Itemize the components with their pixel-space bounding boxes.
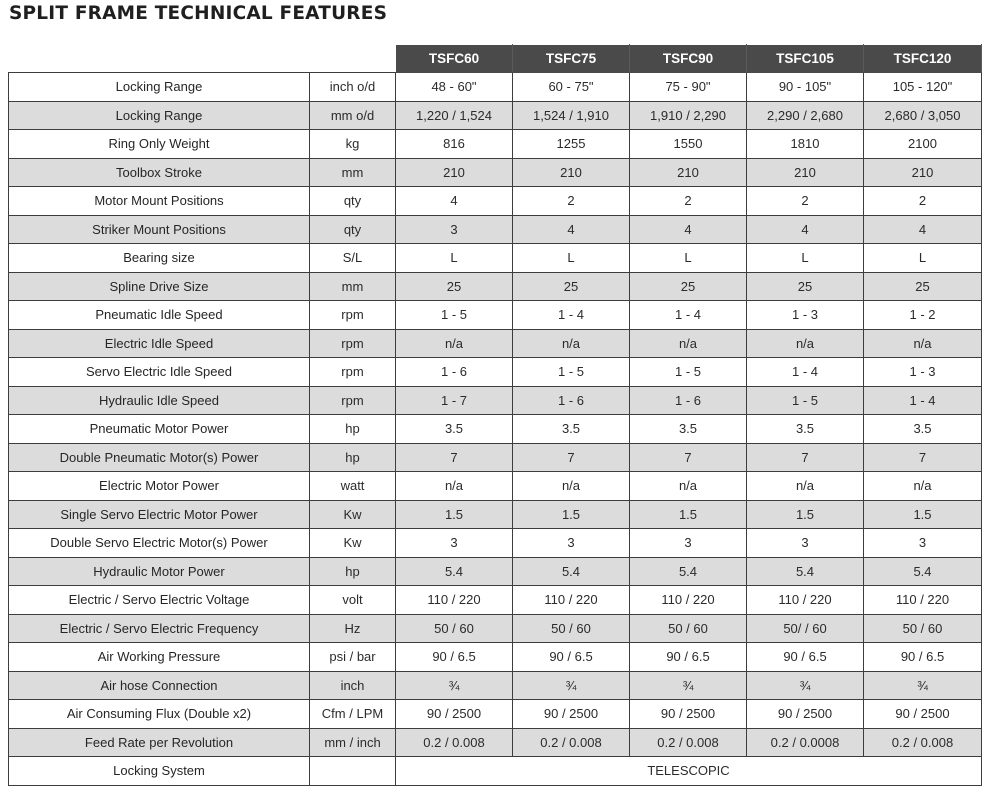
value-cell: 2: [513, 187, 630, 216]
header-row: [9, 45, 982, 73]
value-cell: 7: [864, 443, 982, 472]
table-row: [9, 700, 982, 729]
header-blank-label: [9, 45, 310, 73]
value-cell: 105 - 120": [864, 73, 982, 102]
row-unit: volt: [310, 586, 396, 615]
model-header: TSFC90: [630, 45, 747, 73]
value-cell: 2,290 / 2,680: [747, 101, 864, 130]
row-label: Locking Range: [9, 101, 310, 130]
value-cell: ¾: [513, 671, 630, 700]
value-cell: 90 / 2500: [513, 700, 630, 729]
value-cell: 4: [747, 215, 864, 244]
value-cell: 0.2 / 0.0008: [747, 728, 864, 757]
header-blank-unit: [310, 45, 396, 73]
value-cell: n/a: [396, 472, 513, 501]
locking-system-value: TELESCOPIC: [396, 757, 982, 786]
value-cell: 3.5: [864, 415, 982, 444]
row-unit: Cfm / LPM: [310, 700, 396, 729]
value-cell: 1.5: [513, 500, 630, 529]
value-cell: L: [396, 244, 513, 273]
value-cell: ¾: [864, 671, 982, 700]
table-row: [9, 557, 982, 586]
row-unit: mm o/d: [310, 101, 396, 130]
table-row: [9, 728, 982, 757]
value-cell: 50 / 60: [396, 614, 513, 643]
value-cell: 210: [396, 158, 513, 187]
value-cell: n/a: [513, 329, 630, 358]
row-unit: [310, 757, 396, 786]
row-label: Electric Motor Power: [9, 472, 310, 501]
model-header: TSFC60: [396, 45, 513, 73]
table-row-locking-system: [9, 757, 982, 786]
value-cell: 50 / 60: [630, 614, 747, 643]
row-label: Pneumatic Idle Speed: [9, 301, 310, 330]
value-cell: 210: [747, 158, 864, 187]
value-cell: 3: [396, 529, 513, 558]
row-unit: mm: [310, 158, 396, 187]
table-row: [9, 500, 982, 529]
value-cell: 75 - 90": [630, 73, 747, 102]
value-cell: 1.5: [630, 500, 747, 529]
value-cell: 90 - 105": [747, 73, 864, 102]
row-label: Double Pneumatic Motor(s) Power: [9, 443, 310, 472]
row-label: Bearing size: [9, 244, 310, 273]
value-cell: ¾: [747, 671, 864, 700]
value-cell: 90 / 2500: [630, 700, 747, 729]
value-cell: 210: [513, 158, 630, 187]
value-cell: 1,524 / 1,910: [513, 101, 630, 130]
row-label: Servo Electric Idle Speed: [9, 358, 310, 387]
table-row: [9, 130, 982, 159]
value-cell: n/a: [747, 472, 864, 501]
value-cell: 5.4: [864, 557, 982, 586]
value-cell: 4: [396, 187, 513, 216]
value-cell: 50 / 60: [864, 614, 982, 643]
value-cell: 3: [864, 529, 982, 558]
value-cell: L: [513, 244, 630, 273]
value-cell: 90 / 2500: [396, 700, 513, 729]
value-cell: 25: [513, 272, 630, 301]
row-label: Locking Range: [9, 73, 310, 102]
value-cell: 110 / 220: [630, 586, 747, 615]
model-header: TSFC75: [513, 45, 630, 73]
table-row: [9, 443, 982, 472]
value-cell: 3.5: [747, 415, 864, 444]
row-label: Electric Idle Speed: [9, 329, 310, 358]
value-cell: 90 / 6.5: [396, 643, 513, 672]
row-unit: Kw: [310, 500, 396, 529]
value-cell: 2: [747, 187, 864, 216]
row-label: Hydraulic Motor Power: [9, 557, 310, 586]
table-row: [9, 472, 982, 501]
table-row: [9, 386, 982, 415]
table-row: [9, 101, 982, 130]
value-cell: 4: [513, 215, 630, 244]
page-title: SPLIT FRAME TECHNICAL FEATURES: [9, 3, 388, 24]
value-cell: n/a: [864, 472, 982, 501]
value-cell: 90 / 6.5: [864, 643, 982, 672]
value-cell: 2: [630, 187, 747, 216]
value-cell: 1 - 7: [396, 386, 513, 415]
value-cell: 90 / 6.5: [630, 643, 747, 672]
value-cell: n/a: [630, 329, 747, 358]
value-cell: 1255: [513, 130, 630, 159]
value-cell: 2100: [864, 130, 982, 159]
value-cell: 3: [513, 529, 630, 558]
row-unit: qty: [310, 187, 396, 216]
value-cell: 1 - 3: [864, 358, 982, 387]
row-label: Locking System: [9, 757, 310, 786]
row-label: Air Working Pressure: [9, 643, 310, 672]
row-label: Motor Mount Positions: [9, 187, 310, 216]
value-cell: 0.2 / 0.008: [513, 728, 630, 757]
value-cell: n/a: [630, 472, 747, 501]
value-cell: 7: [630, 443, 747, 472]
row-label: Spline Drive Size: [9, 272, 310, 301]
row-unit: rpm: [310, 329, 396, 358]
value-cell: 7: [396, 443, 513, 472]
value-cell: 5.4: [396, 557, 513, 586]
value-cell: 60 - 75": [513, 73, 630, 102]
row-label: Air hose Connection: [9, 671, 310, 700]
value-cell: 1 - 5: [513, 358, 630, 387]
spec-body: [9, 73, 982, 786]
row-unit: Hz: [310, 614, 396, 643]
value-cell: 50 / 60: [513, 614, 630, 643]
value-cell: 5.4: [513, 557, 630, 586]
value-cell: 1 - 3: [747, 301, 864, 330]
value-cell: 0.2 / 0.008: [864, 728, 982, 757]
table-row: [9, 301, 982, 330]
value-cell: 4: [864, 215, 982, 244]
row-label: Pneumatic Motor Power: [9, 415, 310, 444]
value-cell: 210: [864, 158, 982, 187]
row-label: Hydraulic Idle Speed: [9, 386, 310, 415]
row-label: Double Servo Electric Motor(s) Power: [9, 529, 310, 558]
value-cell: 1 - 5: [396, 301, 513, 330]
value-cell: 1810: [747, 130, 864, 159]
table-row: [9, 614, 982, 643]
value-cell: 1 - 5: [630, 358, 747, 387]
value-cell: 25: [864, 272, 982, 301]
row-unit: hp: [310, 443, 396, 472]
row-label: Feed Rate per Revolution: [9, 728, 310, 757]
row-unit: qty: [310, 215, 396, 244]
model-header: TSFC105: [747, 45, 864, 73]
row-unit: psi / bar: [310, 643, 396, 672]
value-cell: 110 / 220: [864, 586, 982, 615]
table-row: [9, 73, 982, 102]
value-cell: 3: [396, 215, 513, 244]
table-row: [9, 586, 982, 615]
value-cell: ¾: [396, 671, 513, 700]
value-cell: 90 / 6.5: [747, 643, 864, 672]
row-unit: rpm: [310, 386, 396, 415]
table-row: [9, 158, 982, 187]
model-header: TSFC120: [864, 45, 982, 73]
table-row: [9, 272, 982, 301]
spec-table: [8, 44, 982, 786]
value-cell: 90 / 2500: [864, 700, 982, 729]
value-cell: 0.2 / 0.008: [630, 728, 747, 757]
value-cell: n/a: [396, 329, 513, 358]
value-cell: 1.5: [747, 500, 864, 529]
value-cell: 3.5: [396, 415, 513, 444]
value-cell: L: [747, 244, 864, 273]
row-label: Electric / Servo Electric Frequency: [9, 614, 310, 643]
table-row: [9, 215, 982, 244]
row-unit: rpm: [310, 358, 396, 387]
row-unit: inch: [310, 671, 396, 700]
value-cell: 110 / 220: [396, 586, 513, 615]
value-cell: 1 - 6: [396, 358, 513, 387]
row-label: Toolbox Stroke: [9, 158, 310, 187]
value-cell: 3: [630, 529, 747, 558]
row-unit: mm / inch: [310, 728, 396, 757]
row-unit: hp: [310, 557, 396, 586]
value-cell: 0.2 / 0.008: [396, 728, 513, 757]
row-unit: kg: [310, 130, 396, 159]
row-label: Ring Only Weight: [9, 130, 310, 159]
value-cell: 1 - 4: [513, 301, 630, 330]
row-unit: mm: [310, 272, 396, 301]
value-cell: 1,220 / 1,524: [396, 101, 513, 130]
value-cell: 25: [396, 272, 513, 301]
table-row: [9, 529, 982, 558]
value-cell: 210: [630, 158, 747, 187]
table-row: [9, 415, 982, 444]
value-cell: 1.5: [864, 500, 982, 529]
value-cell: 7: [747, 443, 864, 472]
value-cell: L: [630, 244, 747, 273]
value-cell: 1.5: [396, 500, 513, 529]
row-unit: rpm: [310, 301, 396, 330]
table-row: [9, 358, 982, 387]
value-cell: n/a: [864, 329, 982, 358]
value-cell: 5.4: [630, 557, 747, 586]
row-label: Striker Mount Positions: [9, 215, 310, 244]
value-cell: 816: [396, 130, 513, 159]
row-unit: S/L: [310, 244, 396, 273]
value-cell: 110 / 220: [513, 586, 630, 615]
value-cell: 1 - 4: [747, 358, 864, 387]
value-cell: L: [864, 244, 982, 273]
value-cell: 48 - 60": [396, 73, 513, 102]
value-cell: 25: [747, 272, 864, 301]
value-cell: 50/ / 60: [747, 614, 864, 643]
value-cell: 90 / 6.5: [513, 643, 630, 672]
value-cell: 4: [630, 215, 747, 244]
value-cell: 1 - 2: [864, 301, 982, 330]
value-cell: 2,680 / 3,050: [864, 101, 982, 130]
value-cell: 5.4: [747, 557, 864, 586]
value-cell: 3: [747, 529, 864, 558]
row-unit: inch o/d: [310, 73, 396, 102]
row-label: Single Servo Electric Motor Power: [9, 500, 310, 529]
value-cell: 1 - 4: [630, 301, 747, 330]
value-cell: n/a: [513, 472, 630, 501]
value-cell: 1 - 4: [864, 386, 982, 415]
row-unit: Kw: [310, 529, 396, 558]
value-cell: 2: [864, 187, 982, 216]
value-cell: 1 - 6: [630, 386, 747, 415]
value-cell: 110 / 220: [747, 586, 864, 615]
value-cell: 7: [513, 443, 630, 472]
row-unit: watt: [310, 472, 396, 501]
value-cell: 3.5: [630, 415, 747, 444]
table-row: [9, 671, 982, 700]
value-cell: 3.5: [513, 415, 630, 444]
table-row: [9, 329, 982, 358]
row-unit: hp: [310, 415, 396, 444]
table-row: [9, 187, 982, 216]
row-label: Air Consuming Flux (Double x2): [9, 700, 310, 729]
value-cell: 90 / 2500: [747, 700, 864, 729]
value-cell: 1550: [630, 130, 747, 159]
table-row: [9, 244, 982, 273]
row-label: Electric / Servo Electric Voltage: [9, 586, 310, 615]
value-cell: 25: [630, 272, 747, 301]
value-cell: 1 - 6: [513, 386, 630, 415]
value-cell: n/a: [747, 329, 864, 358]
value-cell: 1,910 / 2,290: [630, 101, 747, 130]
value-cell: 1 - 5: [747, 386, 864, 415]
table-row: [9, 643, 982, 672]
value-cell: ¾: [630, 671, 747, 700]
